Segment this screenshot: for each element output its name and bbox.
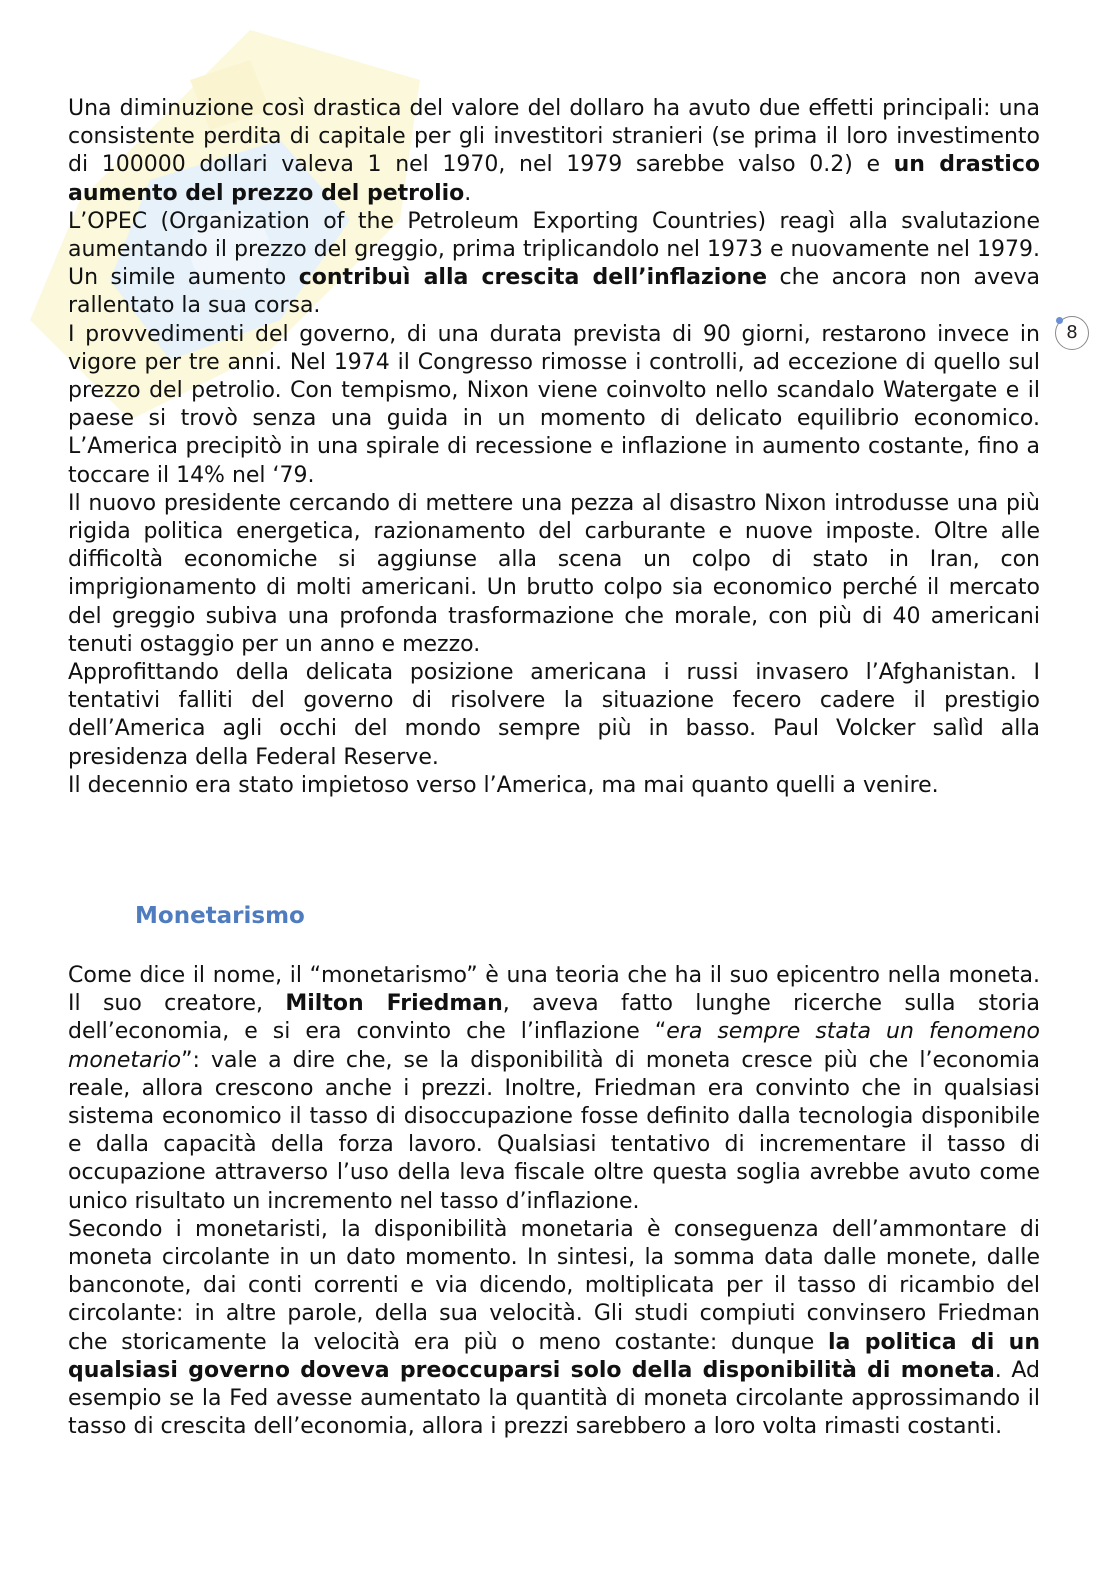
paragraph xyxy=(68,95,1040,208)
text-run: . xyxy=(464,180,472,206)
text-run: Approfittando della delicata posizione americana i russi invasero l’Afghanistan. I tentativi falliti del governo di risolvere la situazione fecero cadere il prestigio dell’America agli occhi del mondo sempre più in basso. Paul Volcker salìd alla presidenza della Federal Reserve. xyxy=(68,660,1040,770)
text-run: Una diminuzione così drastica del valore del dollaro ha avuto due effetti principali: una consistente perdita di capitale per gli investitori stranieri (se prima il loro investimento di 100000 dollari valeva 1 nel 1970, nel 1979 sarebbe valso 0.2) e xyxy=(68,96,1040,178)
bold-text: un drastico aumento del prezzo del petrolio xyxy=(68,152,1041,206)
paragraph xyxy=(68,490,1040,659)
text-run: Il nuovo presidente cercando di mettere una pezza al disastro Nixon introdusse una più rigida politica energetica, razionamento del carburante e nuove imposte. Oltre alle difficoltà economiche si aggiunse alla scena un colpo di stato in Iran, con imprigionamento di molti americani. Un brutto colpo sia economico perché il mercato del greggio subiva una profonda trasformazione che morale, con più di 40 americani tenuti ostaggio per un anno e mezzo. xyxy=(68,490,1040,657)
paragraph xyxy=(68,772,1040,800)
text-run: I provvedimenti del governo, di una durata prevista di 90 giorni, restarono invece in vigore per tre anni. Nel 1974 il Congresso rimosse i controlli, ad eccezione di quello sul prezzo del petrolio. Con tempismo, Nixon viene coinvolto nello scandalo Watergate e il paese si trovò senza una guida in un momento di delicato equilibrio economico. L’America precipitò in una spirale di recessione e inflazione in aumento costante, fino a toccare il 14% nel ‘79. xyxy=(68,321,1040,488)
bold-text: contribuì alla crescita dell’inflazione xyxy=(298,265,768,291)
paragraph xyxy=(68,1216,1040,1442)
text-run: Come dice il nome, il “monetarismo” è una teoria che ha il suo epicentro nella moneta. Il suo creatore, xyxy=(68,963,1040,1017)
paragraph xyxy=(68,659,1040,772)
text-run: Secondo i monetaristi, la disponibilità monetaria è conseguenza dell’ammontare di moneta circolante in un dato momento. In sintesi, la somma data dalle monete, dalle banconote, dai conti correnti e via dicendo, moltiplicata per il tasso di ricambio del circolante: in altre parole, della sua velocità. Gli studi compiuti convinsero Friedman che storicamente la velocità era più o meno costante: dunque xyxy=(68,1216,1040,1355)
page-number: 8 xyxy=(1055,316,1089,350)
text-run: . Ad esempio se la Fed avesse aumentato la quantità di moneta circolante approssimando il tasso di crescita dell’economia, allora i prezzi sarebbero a loro volta rimasti costanti. xyxy=(68,1357,1040,1440)
text-run: L’OPEC (Organization of the Petroleum Exporting Countries) reagì alla svalutazione aumentando il prezzo del greggio, prima triplicandolo nel 1973 e nuovamente nel 1979. Un simile aumento xyxy=(68,208,1040,291)
text-run: ”: vale a dire che, se la disponibilità di moneta cresce più che l’economia reale, allora crescono anche i prezzi. Inoltre, Friedman era convinto che in qualsiasi sistema economico il tasso di disoccupazione fosse definito dalla tecnologia disponibile e dalla capacità della forza lavoro. Qualsiasi tentativo di incrementare il tasso di occupazione attraverso l’uso della leva fiscale oltre questa soglia avrebbe avuto come unico risultato un incremento nel tasso d’inflazione. xyxy=(68,1047,1040,1214)
text-run: Il decennio era stato impietoso verso l’America, ma mai quanto quelli a venire. xyxy=(68,772,939,798)
text-run: , aveva fatto lunghe ricerche sulla storia dell’economia, e si era convinto che l’inflazione “ xyxy=(68,991,1041,1045)
section-heading: Monetarismo xyxy=(135,903,305,929)
text-run: che ancora non aveva rallentato la sua corsa. xyxy=(68,265,1041,319)
paragraph xyxy=(68,962,1040,1216)
bold-text: Milton Friedman xyxy=(285,991,503,1017)
body-text-section xyxy=(68,962,1040,1441)
italic-text: era sempre stata un fenomeno monetario xyxy=(68,1019,1040,1073)
paragraph xyxy=(68,208,1040,321)
body-text-top xyxy=(68,95,1040,800)
paragraph xyxy=(68,321,1040,490)
page-number-marker xyxy=(1056,317,1063,324)
bold-text: la politica di un qualsiasi governo doveva preoccuparsi solo della disponibilità di moneta xyxy=(68,1329,1040,1383)
